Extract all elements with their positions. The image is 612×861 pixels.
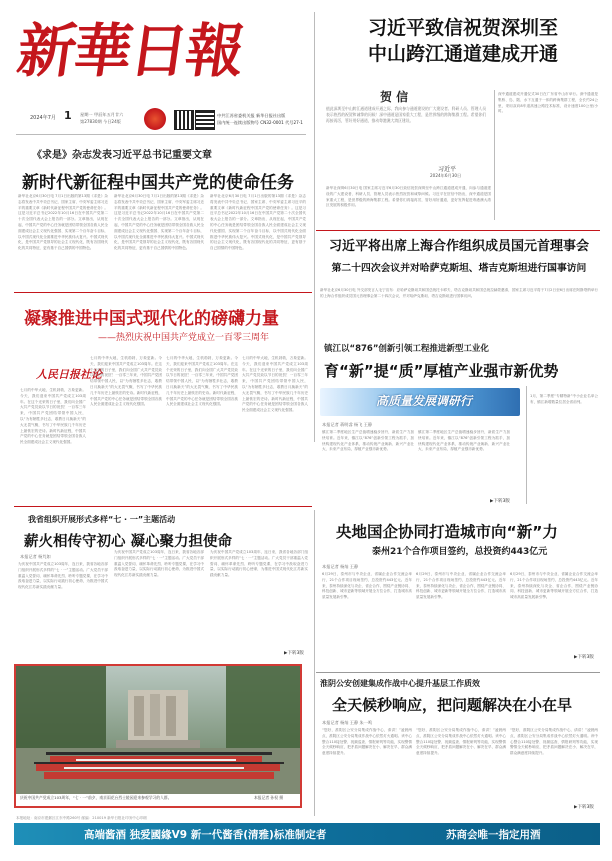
print-line: 本报地址：南京市建邺区江东中路260号 邮编：210019 新华日报社印务中心印刷	[16, 816, 147, 820]
zhenjiang-side-box: 1月，第二季度“专精特新”中小企业名单公布，镇江新增数量位居全省前列。	[530, 394, 598, 404]
commentary-body-col1: 七月的中华大地，生机勃勃，万象更新。今天，我们迎来中国共产党成立103周年。在这个光荣的日子里，我们向全国广大共产党员致以节日的祝贺！一百零三年来，中国共产党团结带领中国人民，以“为有牺牲多壮志，敢教日月换新天”的大无畏气概，书写了中华民族几千年历史上最恢宏的史诗。新时代新征程，中国共产党的中心任务就是团结带领全国各族人民全面建成社会主义现代化强国。	[20, 388, 86, 445]
qr-code-icon	[174, 110, 194, 130]
fire-body-col3: 为庆祝中国共产党成立103周年，连日来，我省各地各部门组织开展形式多样的“七 · 一”主题活动。广大党员干部重温入党誓词、缅怀革命先烈、聆听专题党课，在学习中汲取奋进力量，以实际行动践行初心使命，为推进中国式现代化江苏新实践贡献力量。	[210, 550, 308, 578]
masthead-day: 1	[64, 109, 72, 122]
research-banner-text: 高质量发展调研行	[376, 394, 473, 408]
zhenjiang-article	[318, 338, 600, 510]
zhenjiang-kicker: 镇江以“876”创新引领工程推进新型工业化	[324, 344, 489, 354]
masthead-publisher: 中共江苏省委机关报 新华日报社出版	[217, 113, 286, 118]
huaian-headline: 全天候秒响应，把问题解决在小在早	[332, 696, 573, 714]
news-photo-frame	[14, 664, 302, 808]
qiushi-body-col2: 新华社北京6月30日电 7月1日出版的第13期《求是》杂志将发表中共中央总书记、国家主席、中央军委主席习近平的重要文章《新时代新征程中国共产党的使命任务》。这是习近平总书记2022年10月16日在中国共产党第二十次全国代表大会上报告的一部分。文章指出，从现在起，中国共产党的中心任务就是团结带领全国各族人民全面建成社会主义现代化强国、实现第二个百年奋斗目标，以中国式现代化全面推进中华民族伟大复兴。中国式现代化，是中国共产党领导的社会主义现代化，既有各国现代化的共同特征，更有基于自己国情的中国特色。	[114, 194, 204, 251]
huaian-kicker: 淮阴公安创建集成作战中心提升基层工作质效	[320, 679, 480, 688]
sco-headline-1: 习近平将出席上海合作组织成员国元首理事会	[328, 239, 589, 254]
masthead-lunar: 甲辰年五月廿六	[94, 112, 124, 117]
zhenjiang-body-col1: 镇江第二季度地区生产总值增速稳步回升，新质生产力加快培育。近年来，镇江以“876”创新引领工程为抓手，加快构建现代化产业体系，推动传统产业焕新、新兴产业壮大、未来产业布局，厚植产业强市新优势。	[322, 430, 414, 452]
qr-code-icon-2	[195, 110, 215, 130]
commentary-body-col2: 七月的中华大地，生机勃勃，万象更新。今天，我们迎来中国共产党成立103周年。在这个光荣的日子里，我们向全国广大共产党员致以节日的祝贺！一百零三年来，中国共产党团结带领中国人民，以“为有牺牲多壮志，敢教日月换新天”的大无畏气概，书写了中华民族几千年历史上最恢宏的史诗。新时代新征程，中国共产党的中心任务就是团结带领全国各族人民全面建成社会主义现代化强国。	[90, 356, 162, 407]
fire-body-col2: 为庆祝中国共产党成立103周年，连日来，我省各地各部门组织开展形式多样的“七 · 一”主题活动。广大党员干部重温入党誓词、缅怀革命先烈、聆听专题党课，在学习中汲取奋进力量，以实际行动践行初心使命，为推进中国式现代化江苏新实践贡献力量。	[114, 550, 204, 578]
fire-headline: 薪火相传守初心 凝心聚力担使命	[24, 534, 233, 550]
sco-headline-2: 第二十四次会议并对哈萨克斯坦、塔吉克斯坦进行国事访问	[331, 263, 587, 274]
fire-byline: 本报记者 杨芃如	[20, 554, 51, 559]
central-soe-more[interactable]: ▶下转3版	[574, 655, 594, 660]
masthead-date: 2024年7月	[30, 115, 56, 121]
sco-article	[318, 234, 600, 334]
sco-body: 新华社北京6月30日电 外交部发言人毛宁宣布：应哈萨克斯坦共和国总统托卡耶夫、塔吉克斯坦共和国总统拉赫蒙邀请，国家主席习近平将于7月2日至6日出席在阿斯塔纳举行的上海合作组织成员国元首理事会第二十四次会议，并对哈萨克斯坦、塔吉克斯坦进行国事访问。	[320, 288, 598, 298]
commentary-headline: 凝聚推进中国式现代化的磅礴力量	[24, 309, 279, 329]
masthead-issn: 国内统一连续出版物号 CN32-0001 代号27-1	[217, 120, 303, 125]
newspaper-logo: 新華日報	[13, 17, 247, 85]
letter-body: 值此深圳至中山跨江通道建成开通之际，我向参与通道建设的广大建设者、科研人员、管理人员表示热烈的祝贺和诚挚的问候！深中通道是国家重大工程，是世界级的跨海集群工程。希望你们再接再厉，管好用好通道，推动粤港澳大湾区建设。	[326, 106, 486, 123]
commentary-body-col3: 七月的中华大地，生机勃勃，万象更新。今天，我们迎来中国共产党成立103周年。在这个光荣的日子里，我们向全国广大共产党员致以节日的祝贺！一百零三年来，中国共产党团结带领中国人民，以“为有牺牲多壮志，敢教日月换新天”的大无畏气概，书写了中华民族几千年历史上最恢宏的史诗。新时代新征程，中国共产党的中心任务就是团结带领全国各族人民全面建成社会主义现代化强国。	[166, 356, 238, 407]
commentary	[14, 296, 312, 506]
research-banner	[320, 388, 520, 416]
huaian-body-col1: “您好，淮阴区公安分局集成作战中心，请讲！”凌晨两点，淮阴区公安分局集成作战中心依然灯火通明。该中心整合110接处警、视频巡查、情报研判等功能，实现警情全天候秒响应，把矛盾问题解决在小、解决在早，群众满意度持续提升。	[322, 728, 412, 756]
zhenjiang-headline: 育“新”提“质”厚植产业强市新优势	[324, 362, 559, 380]
central-soe-body-col2: 6月29日，泰州市与中央企业、省属企业合作交流会举行，21个合作项目现场签约，总投资约443亿元。近年来，泰州持续深化与央企、省企合作，围绕产业链协同、科技创新、城市更新等领域开展全方位合作，打造城市高质量发展新引擎。	[416, 572, 506, 600]
qiushi-article	[14, 142, 310, 292]
top-story-side-body: 深中通道建成开通仪式30日在广东省中山市举行。深中通道是集桥、岛、隧、水下互通于一体的跨海集群工程，全长约24公里，采用双向8车道高速公路技术标准，设计速度100公里/小时。	[498, 92, 598, 114]
qiushi-headline: 新时代新征程中国共产党的使命任务	[22, 173, 294, 193]
top-story-headline-1: 习近平致信祝贺深圳至	[367, 17, 558, 39]
footer-ad-right: 苏商会唯一指定用酒	[446, 829, 541, 841]
commentary-body-col4: 七月的中华大地，生机勃勃，万象更新。今天，我们迎来中国共产党成立103周年。在这个光荣的日子里，我们向全国广大共产党员致以节日的祝贺！一百零三年来，中国共产党团结带领中国人民，以“为有牺牲多壮志，敢教日月换新天”的大无畏气概，书写了中华民族几千年历史上最恢宏的史诗。新时代新征程，中国共产党的中心任务就是团结带领全国各族人民全面建成社会主义现代化强国。	[242, 356, 308, 413]
masthead-weekday: 星期一	[80, 112, 93, 117]
qiushi-body-col1: 新华社北京6月30日电 7月1日出版的第13期《求是》杂志将发表中共中央总书记、国家主席、中央军委主席习近平的重要文章《新时代新征程中国共产党的使命任务》。这是习近平总书记2022年10月16日在中国共产党第二十次全国代表大会上报告的一部分。文章指出，从现在起，中国共产党的中心任务就是团结带领全国各族人民全面建成社会主义现代化强国、实现第二个百年奋斗目标，以中国式现代化全面推进中华民族伟大复兴。中国式现代化，是中国共产党领导的社会主义现代化，既有各国现代化的共同特征，更有基于自己国情的中国特色。	[18, 194, 108, 251]
top-story	[318, 10, 600, 220]
commentary-subhead: ——热烈庆祝中国共产党成立一百零三周年	[98, 333, 270, 343]
fire-more[interactable]: ▶下转3版	[284, 651, 304, 656]
huaian-body-col2: “您好，淮阴区公安分局集成作战中心，请讲！”凌晨两点，淮阴区公安分局集成作战中心依然灯火通明。该中心整合110接处警、视频巡查、情报研判等功能，实现警情全天候秒响应，把矛盾问题解决在小、解决在早，群众满意度持续提升。	[416, 728, 506, 756]
masthead	[14, 10, 312, 145]
zhenjiang-more[interactable]: ▶下转3版	[490, 499, 510, 504]
fire-body-col1: 为庆祝中国共产党成立103周年，连日来，我省各地各部门组织开展形式多样的“七 · 一”主题活动。广大党员干部重温入党誓词、缅怀革命先烈、聆听专题党课，在学习中汲取奋进力量，以实际行动践行初心使命，为推进中国式现代化江苏新实践贡献力量。	[18, 562, 108, 590]
zhenjiang-body-col2: 镇江第二季度地区生产总值增速稳步回升，新质生产力加快培育。近年来，镇江以“876”创新引领工程为抓手，加快构建现代化产业体系，推动传统产业焕新、新兴产业壮大、未来产业布局，厚植产业强市新优势。	[418, 430, 510, 452]
letter-date: 2024年6月30日	[430, 173, 462, 178]
party-emblem-icon	[144, 108, 166, 130]
huaian-body-col3: “您好，淮阴区公安分局集成作战中心，请讲！”凌晨两点，淮阴区公安分局集成作战中心依然灯火通明。该中心整合110接处警、视频巡查、情报研判等功能，实现警情全天候秒响应，把矛盾问题解决在小、解决在早，群众满意度持续提升。	[510, 728, 598, 756]
fire-kicker: 我省组织开展形式多样“七 · 一”主题活动	[28, 515, 176, 524]
photo-caption: 庆祝中国共产党成立103周年，“七 · 一”前夕，南京雨花台烈士陵园迎来参观学习的人群。	[20, 795, 172, 800]
central-soe-byline: 本报记者 杨灿 王静	[322, 564, 359, 569]
peoples-daily-logo: 人民日报社论	[36, 368, 102, 381]
qiushi-kicker: 《求是》杂志发表习近平总书记重要文章	[32, 150, 212, 161]
central-soe-article	[318, 512, 600, 662]
huaian-more[interactable]: ▶下转3版	[574, 805, 594, 810]
masthead-edition: 第27830期 今日24版	[80, 119, 121, 124]
top-story-news-body: 新华社深圳6月30日电 国家主席习近平6月30日致信祝贺深圳至中山跨江通道建成开通，向参与通道建设的广大建设者、科研人员、管理人员表示热烈祝贺和诚挚问候。习近平在贺信中指出，深中通道是国家重大工程，是世界级的跨海集群工程。希望你们再接再厉，管好用好通道，更好发挥促进粤港澳大湾区发展的积极作用。	[326, 186, 491, 208]
huaian-article	[318, 676, 600, 816]
top-story-headline-2: 中山跨江通道建成开通	[367, 43, 558, 65]
letter-title: 贺 信	[380, 90, 409, 104]
qiushi-body-col3: 新华社北京6月30日电 7月1日出版的第13期《求是》杂志将发表中共中央总书记、国家主席、中央军委主席习近平的重要文章《新时代新征程中国共产党的使命任务》。这是习近平总书记2022年10月16日在中国共产党第二十次全国代表大会上报告的一部分。文章指出，从现在起，中国共产党的中心任务就是团结带领全国各族人民全面建成社会主义现代化强国、实现第二个百年奋斗目标，以中国式现代化全面推进中华民族伟大复兴。中国式现代化，是中国共产党领导的社会主义现代化，既有各国现代化的共同特征，更有基于自己国情的中国特色。	[210, 194, 306, 251]
letter-signature: 习近平	[438, 166, 457, 173]
zhenjiang-byline: 本报记者 蒋明睿 杨飞 王静	[322, 422, 373, 427]
central-soe-headline: 央地国企协同打造城市向“新”力	[336, 523, 558, 541]
central-soe-subhead: 泰州21个合作项目签约，总投资约443亿元	[372, 547, 548, 557]
photo-credit: 本报记者 孙权 摄	[254, 795, 283, 800]
footer-ad-banner	[14, 823, 600, 845]
fire-article	[14, 510, 312, 660]
central-soe-body-col3: 6月29日，泰州市与中央企业、省属企业合作交流会举行，21个合作项目现场签约，总投资约443亿元。近年来，泰州持续深化与央企、省企合作，围绕产业链协同、科技创新、城市更新等领域开展全方位合作，打造城市高质量发展新引擎。	[510, 572, 598, 600]
footer-ad-text: 高端酱酒 独爱國緣V9 新一代酱香(清雅)标准制定者	[84, 829, 327, 841]
huaian-byline: 本报记者 杨灿 王静 朱一鸣	[322, 720, 373, 725]
memorial-crowd-photo	[16, 666, 300, 794]
central-soe-body-col1: 6月29日，泰州市与中央企业、省属企业合作交流会举行，21个合作项目现场签约，总投资约443亿元。近年来，泰州持续深化与央企、省企合作，围绕产业链协同、科技创新、城市更新等领域开展全方位合作，打造城市高质量发展新引擎。	[322, 572, 412, 600]
